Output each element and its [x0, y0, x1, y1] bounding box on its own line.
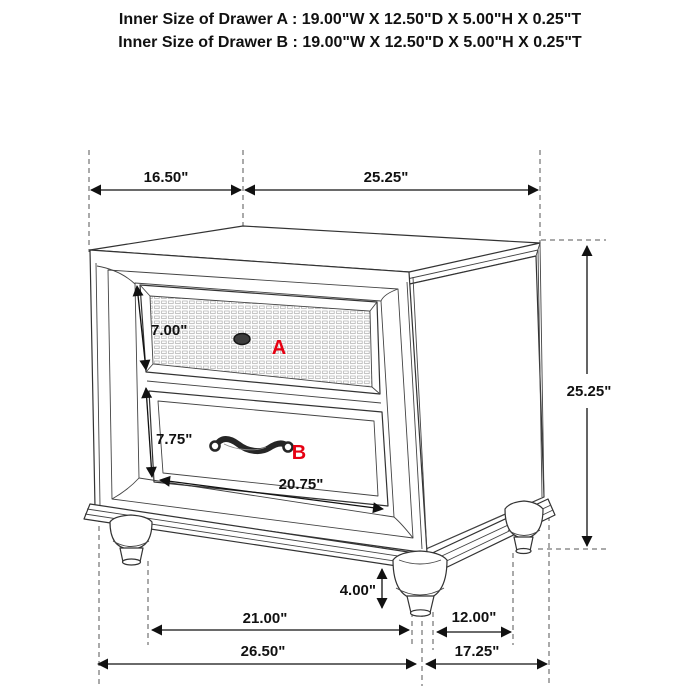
dim-side-leg-spacing-label: 12.00": [451, 609, 497, 626]
dim-drawer-b-width-label: 20.75": [278, 476, 324, 493]
dim-height-label: 25.25": [566, 383, 612, 400]
nightstand-line-art: [84, 226, 555, 616]
dim-overall-width-label: 26.50": [240, 643, 286, 660]
drawer-b-letter: B: [291, 442, 307, 464]
dim-drawer-b-height-label: 7.75": [156, 431, 193, 448]
dim-top-width-label: 25.25": [363, 169, 409, 186]
dim-front-leg-spacing-label: 21.00": [242, 610, 288, 627]
front-left-leg: [110, 515, 152, 565]
back-right-leg: [505, 501, 543, 554]
front-right-leg: [393, 551, 447, 616]
header: [118, 11, 582, 51]
dim-leg-height-label: 4.00": [339, 582, 376, 599]
header-line-1: Inner Size of Drawer A : 19.00"W X 12.50"D X 5.00"H X 0.25"T: [118, 11, 582, 28]
dim-overall-depth-label: 17.25": [454, 643, 500, 660]
header-line-2: Inner Size of Drawer B : 19.00"W X 12.50"D X 5.00"H X 0.25"T: [118, 34, 582, 51]
drawer-a-letter: A: [271, 337, 287, 359]
drawer-a-knob: [234, 334, 250, 345]
dim-drawer-a-height-label: 7.00": [151, 322, 188, 339]
dim-top-depth-label: 16.50": [143, 169, 189, 186]
